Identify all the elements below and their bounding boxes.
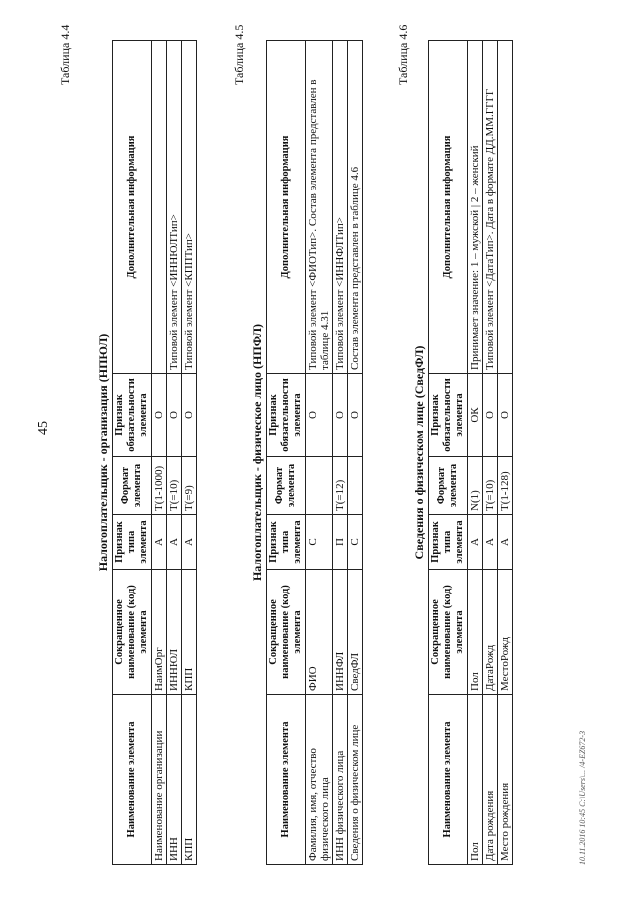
table-4-5 bbox=[266, 40, 363, 865]
header-row bbox=[267, 41, 306, 865]
cell bbox=[498, 41, 513, 374]
cell: Типовой элемент <ИННФЛТип> bbox=[333, 41, 348, 374]
table-row bbox=[167, 41, 182, 865]
header-cell: Признак типа элемента bbox=[267, 515, 306, 570]
header-cell: Наименование элемента bbox=[267, 695, 306, 865]
cell: ФИО bbox=[306, 570, 333, 695]
table-row bbox=[348, 41, 363, 865]
file-stamp: 10.11.2016 10:45 C:\Users\... /4-EZ672-3 bbox=[578, 730, 587, 865]
header-row bbox=[113, 41, 152, 865]
cell: T(=9) bbox=[182, 457, 197, 515]
cell: Пол bbox=[468, 695, 483, 865]
cell: О bbox=[483, 374, 498, 457]
header-cell: Формат элемента bbox=[267, 457, 306, 515]
table-4-6 bbox=[428, 40, 513, 865]
cell: С bbox=[348, 515, 363, 570]
cell: Фамилия, имя, отчество физического лица bbox=[306, 695, 333, 865]
cell: Сведения о физическом лице bbox=[348, 695, 363, 865]
header-cell: Признак обязательности элемента bbox=[267, 374, 306, 457]
cell: T(=12) bbox=[333, 457, 348, 515]
cell: Состав элемента представлен в таблице 4.6 bbox=[348, 41, 363, 374]
table-label-4-6: Таблица 4.6 bbox=[396, 24, 410, 85]
cell: О bbox=[348, 374, 363, 457]
cell: О bbox=[498, 374, 513, 457]
table-row bbox=[483, 41, 498, 865]
cell: T(1-128) bbox=[498, 457, 513, 515]
table-label-4-4: Таблица 4.4 bbox=[58, 24, 72, 85]
cell: Дата рождения bbox=[483, 695, 498, 865]
header-cell: Дополнительная информация bbox=[429, 41, 468, 374]
table-title-4-4: Налогоплательщик - организация (НПЮЛ) bbox=[96, 333, 110, 572]
cell: ИНН физического лица bbox=[333, 695, 348, 865]
cell: МестоРожд bbox=[498, 570, 513, 695]
cell: Принимает значение: 1 – мужской | 2 – женский bbox=[468, 41, 483, 374]
cell: ИННФЛ bbox=[333, 570, 348, 695]
cell: О bbox=[333, 374, 348, 457]
table-row bbox=[306, 41, 333, 865]
cell: А bbox=[483, 515, 498, 570]
header-cell: Признак обязательности элемента bbox=[113, 374, 152, 457]
cell: T(=10) bbox=[483, 457, 498, 515]
cell: О bbox=[182, 374, 197, 457]
header-cell: Формат элемента bbox=[429, 457, 468, 515]
header-row bbox=[429, 41, 468, 865]
cell: ИННЮЛ bbox=[167, 570, 182, 695]
header-cell: Сокращенное наименование (код) элемента bbox=[113, 570, 152, 695]
cell: T(=10) bbox=[167, 457, 182, 515]
cell bbox=[152, 41, 167, 374]
cell: КПП bbox=[182, 570, 197, 695]
header-cell: Формат элемента bbox=[113, 457, 152, 515]
header-cell: Сокращенное наименование (код) элемента bbox=[429, 570, 468, 695]
cell bbox=[306, 457, 333, 515]
header-cell: Сокращенное наименование (код) элемента bbox=[267, 570, 306, 695]
table-row bbox=[152, 41, 167, 865]
cell: СведФЛ bbox=[348, 570, 363, 695]
cell: Типовой элемент <ДатаТип>. Дата в формате ДД.ММ.ГГГГ bbox=[483, 41, 498, 374]
header-cell: Признак обязательности элемента bbox=[429, 374, 468, 457]
header-cell: Дополнительная информация bbox=[267, 41, 306, 374]
cell: Место рождения bbox=[498, 695, 513, 865]
table-row bbox=[498, 41, 513, 865]
header-cell: Наименование элемента bbox=[113, 695, 152, 865]
cell: Пол bbox=[468, 570, 483, 695]
cell: А bbox=[182, 515, 197, 570]
cell: Типовой элемент <ФИОТип>. Состав элемента представлен в таблице 4.31 bbox=[306, 41, 333, 374]
header-cell: Наименование элемента bbox=[429, 695, 468, 865]
header-cell: Признак типа элемента bbox=[113, 515, 152, 570]
cell: T(1-1000) bbox=[152, 457, 167, 515]
cell: А bbox=[468, 515, 483, 570]
cell: N(1) bbox=[468, 457, 483, 515]
header-cell: Дополнительная информация bbox=[113, 41, 152, 374]
table-row bbox=[333, 41, 348, 865]
cell: ОК bbox=[468, 374, 483, 457]
cell: ИНН bbox=[167, 695, 182, 865]
table-title-4-6: Сведения о физическом лице (СведФЛ) bbox=[412, 345, 426, 560]
cell: Наименование организации bbox=[152, 695, 167, 865]
table-row bbox=[468, 41, 483, 865]
cell: ДатаРожд bbox=[483, 570, 498, 695]
table-title-4-5: Налогоплательщик - физическое лицо (НПФЛ) bbox=[250, 323, 264, 582]
cell: НаимОрг bbox=[152, 570, 167, 695]
cell: Типовой элемент <ИННЮЛТип> bbox=[167, 41, 182, 374]
table-label-4-5: Таблица 4.5 bbox=[232, 24, 246, 85]
cell: О bbox=[152, 374, 167, 457]
cell: Типовой элемент <КППТип> bbox=[182, 41, 197, 374]
cell: О bbox=[306, 374, 333, 457]
cell: А bbox=[152, 515, 167, 570]
cell bbox=[348, 457, 363, 515]
cell: П bbox=[333, 515, 348, 570]
cell: А bbox=[498, 515, 513, 570]
cell: А bbox=[167, 515, 182, 570]
cell: О bbox=[167, 374, 182, 457]
table-row bbox=[182, 41, 197, 865]
table-4-4 bbox=[112, 40, 197, 865]
cell: КПП bbox=[182, 695, 197, 865]
page-number: 45 bbox=[36, 421, 51, 435]
header-cell: Признак типа элемента bbox=[429, 515, 468, 570]
cell: С bbox=[306, 515, 333, 570]
